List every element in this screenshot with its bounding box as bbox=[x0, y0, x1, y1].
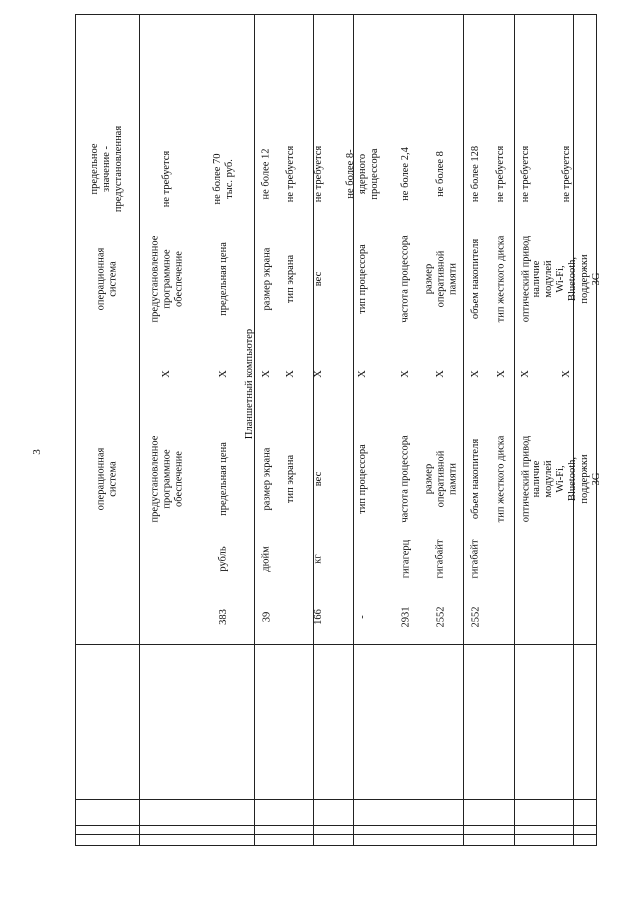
row-3-name: размер экрана bbox=[261, 447, 273, 511]
row-11-name: оптический привод bbox=[520, 435, 532, 523]
req-value-header: предельное значение - предустановленная bbox=[89, 125, 125, 213]
row-7-unit: гигагерц bbox=[400, 539, 411, 579]
row-11-mark: X bbox=[520, 370, 531, 378]
row-3-req-name: размер экрана bbox=[261, 247, 273, 311]
row-10-req-value: не требуется bbox=[495, 145, 507, 203]
row-1-mark: X bbox=[161, 370, 172, 378]
row-5-req-value: не требуется bbox=[313, 145, 325, 203]
row-3-unit: дюйм bbox=[261, 546, 273, 572]
row-9-mark: X bbox=[470, 370, 481, 378]
row-3-mark: X bbox=[261, 370, 272, 378]
row-4-req-value: не требуется bbox=[285, 145, 297, 203]
row-2-req-value: не более 70 тыс. руб. bbox=[212, 153, 235, 205]
row-8-req-value: не более 8 bbox=[435, 151, 447, 197]
row-3-req-value: не более 12 bbox=[261, 148, 273, 200]
row-10-req-name: тип жесткого диска bbox=[495, 235, 507, 323]
row-5-unit: кг bbox=[312, 554, 324, 564]
row-9-unit: гигабайт bbox=[470, 539, 482, 579]
row-5-mark: X bbox=[313, 370, 324, 378]
section-title: Планшетный компьютер bbox=[244, 328, 256, 440]
row-1-req-name: предустановленное программное обеспечение bbox=[149, 235, 185, 323]
row-8-unit: гигабайт bbox=[435, 539, 447, 579]
row-11-req-name: оптический привод bbox=[520, 235, 532, 323]
row-9-name: объем накопителя bbox=[470, 438, 482, 520]
row-12-mark: X bbox=[561, 370, 572, 378]
row-10-mark: X bbox=[495, 370, 507, 378]
row-5-name: вес bbox=[312, 471, 324, 487]
row-10-name: тип жесткого диска bbox=[495, 435, 507, 523]
row-6-req-name: тип процессора bbox=[357, 244, 368, 314]
row-2-code: 383 bbox=[218, 608, 229, 625]
row-7-req-name: частота процессора bbox=[400, 235, 411, 323]
row-7-mark: X bbox=[400, 370, 411, 378]
row-6-code: - bbox=[357, 614, 368, 619]
row-12-req-value: не требуется bbox=[561, 145, 573, 203]
row-7-code: 2931 bbox=[400, 606, 411, 627]
row-7-name: частота процессора bbox=[400, 435, 411, 523]
row-8-code: 2552 bbox=[435, 606, 446, 627]
row-8-req-name: размер оперативной памяти bbox=[423, 250, 459, 308]
row-1-req-value: не требуется bbox=[161, 150, 173, 208]
row-3-code: 39 bbox=[261, 611, 272, 622]
page-number: 3 bbox=[31, 449, 43, 455]
row-2-mark: X bbox=[218, 370, 229, 378]
row-9-req-name: объем накопителя bbox=[470, 238, 482, 320]
row-2-req-name: предельная цена bbox=[218, 242, 229, 316]
row-4-name: тип экрана bbox=[285, 454, 296, 504]
row-2-unit: рубль bbox=[218, 546, 229, 572]
specification-table bbox=[75, 14, 602, 846]
row-5-req-name: вес bbox=[312, 271, 324, 287]
row-7-req-value: не более 2,4 bbox=[400, 147, 412, 201]
row-12-req-name: наличие модулей Wi-Fi, Bluetooth, поддержки 3G bbox=[531, 254, 602, 304]
row-4-req-name: тип экрана bbox=[285, 254, 296, 304]
row-9-code: 2552 bbox=[470, 606, 481, 627]
row-9-req-value: не более 128 bbox=[470, 145, 482, 203]
req-name-header: операционная система bbox=[95, 247, 119, 311]
row-12-name: наличие модулей Wi-Fi, Bluetooth, поддержки 3G bbox=[531, 454, 602, 504]
row-4-mark: X bbox=[285, 370, 296, 378]
row-2-name: предельная цена bbox=[218, 442, 229, 516]
row-6-name: тип процессора bbox=[357, 444, 368, 514]
name-header: операционная система bbox=[95, 447, 119, 511]
row-5-code: 166 bbox=[313, 608, 324, 625]
row-8-mark: X bbox=[435, 370, 446, 378]
row-6-req-value: не более 8-ядерного процессора bbox=[345, 148, 380, 200]
row-11-req-value: не требуется bbox=[520, 145, 532, 203]
row-8-name: размер оперативной памяти bbox=[423, 450, 459, 508]
row-1-name: предустановленное программное обеспечение bbox=[149, 435, 185, 523]
row-6-mark: X bbox=[357, 370, 368, 378]
